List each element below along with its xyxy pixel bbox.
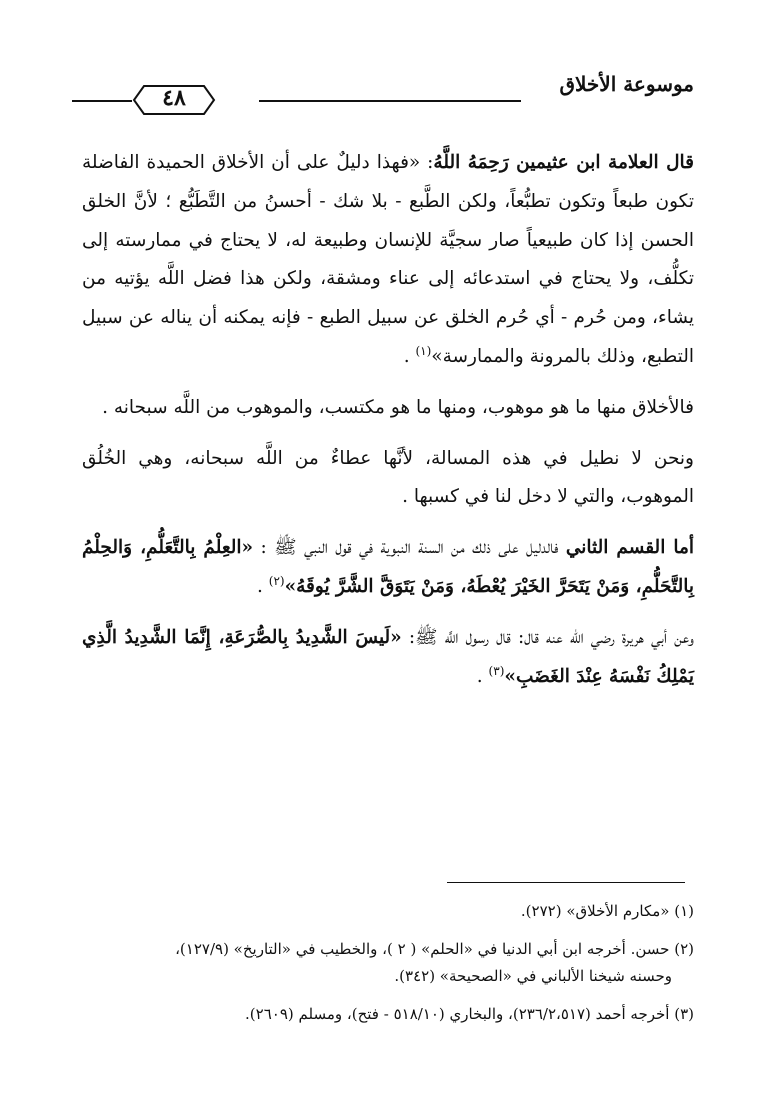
paragraph-gifted-acquired: فالأخلاق منها ما هو موهوب، ومنها ما هو مكتسب، والموهوب من اللَّه سبحانه . [102, 396, 694, 418]
footnote-2 [82, 936, 694, 990]
hadith-end: . [256, 575, 269, 597]
footnote-1-text: (١) «مكارم الأخلاق» (٢٧٢). [520, 902, 694, 920]
running-header [72, 68, 694, 118]
hadith-strong-one: «لَيسَ الشَّدِيدُ بِالصُّرَعَةِ، إِنَّمَا الشَّدِيدُ الَّذِي يَمْلِكُ نَفْسَهُ عِنْدَ الغَضَبِ» [82, 626, 694, 687]
header-rule-left [72, 100, 132, 102]
footnote-separator [447, 882, 685, 883]
paragraph-not-elaborate: ونحن لا نطيل في هذه المسالة، لأنَّها عطاءٌ من اللَّه سبحانه، وهي الخُلُق الموهوب، والتي لا دخل لنا في كسبها . [82, 447, 694, 508]
footnotes [82, 898, 694, 1039]
footnote-ref-1[interactable]: (١) [415, 343, 432, 358]
paragraph-ibn-uthaymeen [82, 144, 694, 377]
footnote-3-text: (٣) أخرجه أحمد (٢٣٦/٢،٥١٧)، والبخاري (٥١٨/١٠ - فتح)، ومسلم (٢٦٠٩). [245, 1005, 694, 1023]
hadith-knowledge: «العِلْمُ بِالتَّعَلُّمِ، وَالحِلْمُ بِالتَّحَلُّمِ، وَمَنْ يَتَحَرَّ الخَيْرَ يُعْطَهُ، وَمَنْ يَتَوَقَّ الشَّرَّ يُوقَهُ» [82, 537, 694, 597]
section-lead: أما القسم الثاني [565, 537, 695, 559]
quote-end: . [403, 345, 416, 367]
quote-text: : «فهذا دليلٌ على أن الأخلاق الحميدة الفاضلة تكون طبعاً وتكون تطبُّعاً، ولكن الطَّبع - بلا شك - أحسنُ من التَّطَبُّع ؛ لأنَّ الخلق الحسن إذا كان طبيعياً صار سجيَّة للإنسان وطبيعة له، لا يحتاج في ممارسته إلى تكلُّف، ولا يحتاج في استدعائه إلى عناء ومشقة، ولكن هذا فضل اللَّه يؤتيه من يشاء، ومن حُرم - أي حُرم الخلق عن سبيل الطبع - فإنه يمكنه أن يناله عن سبيل التطبع، وذلك بالمرونة والممارسة» [82, 152, 694, 367]
narration-end: . [476, 665, 489, 687]
page-number: ٤٨ [162, 85, 186, 111]
footnote-2-continuation: وحسنه شيخنا الألباني في «الصحيحة» (٣٤٢). [394, 967, 672, 985]
narration-intro: وعن أبي هريرة رضي الله عنه قال: قال رسول اللَّه ﷺ: [401, 626, 694, 648]
page-body [82, 144, 694, 696]
paragraph-second-section [82, 529, 694, 607]
footnote-1 [82, 898, 694, 925]
paragraph-abu-hurayrah [82, 619, 694, 697]
section-intro: فالدليل على ذلك من السنة النبوية في قول النبي ﷺ : [260, 537, 566, 559]
footnote-ref-2[interactable]: (٢) [268, 573, 285, 588]
footnote-ref-3[interactable]: (٣) [488, 663, 505, 678]
footnote-2-text: (٢) حسن. أخرجه ابن أبي الدنيا في «الحلم» ( ٢ )، والخطيب في «التاريخ» (١٢٧/٩)، [175, 940, 694, 958]
header-rule-right [259, 100, 521, 102]
book-title: موسوعة الأخلاق [559, 72, 694, 96]
footnote-3 [82, 1001, 694, 1028]
speaker-name: قال العلامة ابن عثيمين رَحِمَهُ اللَّهُ [433, 152, 695, 173]
page-number-frame [132, 83, 216, 117]
